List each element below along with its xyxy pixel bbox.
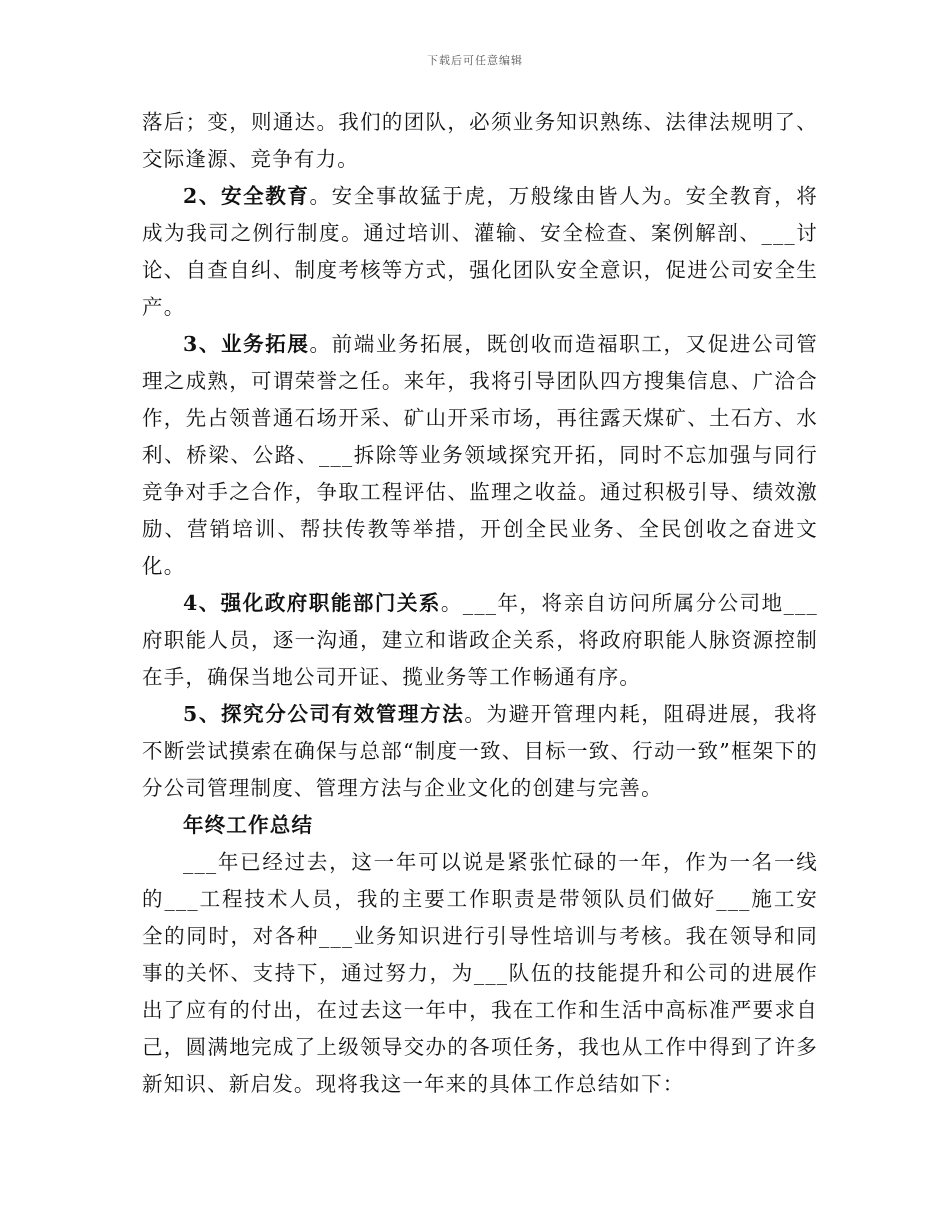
paragraph-branch-management bbox=[142, 696, 818, 807]
section-title: 年终工作总结 bbox=[183, 813, 314, 837]
paragraph-year-end-summary: ___年已经过去，这一年可以说是紧张忙碌的一年，作为一名一线的___工程技术人员，我的主要工作职责是带领队员们做好___施工安全的同时，对各种___业务知识进行引导性培训与考核。我在领导和同事的关怀、支持下，通过努力，为___队伍的技能提升和公司的进展作出了应有的付出，在过去这一年中，我在工作和生活中高标准严要求自己，圆满地完成了上级领导交办的各项任务，我也从工作中得到了许多新知识、新启发。现将我这一年来的具体工作总结如下： bbox=[142, 850, 818, 1096]
item-text-branch-management: 。为避开管理内耗，阻碍进展，我将不断尝试摸索在确保与总部“制度一致、目标一致、行动一致”框架下的分公司管理制度、管理方法与企业文化的创建与完善。 bbox=[142, 702, 818, 800]
item-heading-safety-education: 2、安全教育 bbox=[183, 184, 310, 208]
item-heading-branch-management: 5、探究分公司有效管理方法 bbox=[183, 702, 465, 726]
item-text-business-expansion: 。前端业务拓展，既创收而造福职工，又促进公司管理之成熟，可谓荣誉之任。来年，我将引导团队四方搜集信息、广洽合作，先占领普通石场开采、矿山开采市场，再往露天煤矿、土石方、水利、桥梁、公路、___拆除等业务领域探究开拓，同时不忘加强与同行竞争对手之合作，争取工程评估、监理之收益。通过积极引导、绩效激励、营销培训、帮扶传教等举措，开创全民业务、全民创收之奋进文化。 bbox=[142, 332, 818, 578]
paragraph-safety-education bbox=[142, 178, 818, 326]
paragraph-continuation: 落后；变，则通达。我们的团队，必须业务知识熟练、法律法规明了、交际逢源、竞争有力。 bbox=[142, 110, 818, 171]
item-text-safety-education: 。安全事故猛于虎，万般缘由皆人为。安全教育，将成为我司之例行制度。通过培训、灌输、安全检查、案例解剖、___讨论、自查自纠、制度考核等方式，强化团队安全意识，促进公司安全生产。 bbox=[142, 184, 818, 319]
paragraph-government-relations bbox=[142, 585, 818, 696]
item-text-government-relations: 。___年，将亲自访问所属分公司地___府职能人员，逐一沟通，建立和谐政企关系，将政府职能人脉资源控制在手，确保当地公司开证、揽业务等工作畅通有序。 bbox=[142, 591, 819, 689]
item-heading-government-relations: 4、强化政府职能部门关系 bbox=[183, 591, 441, 615]
item-heading-business-expansion: 3、业务拓展 bbox=[183, 332, 310, 356]
document-body bbox=[142, 104, 818, 1103]
page-header-note: 下载后可任意编辑 bbox=[427, 54, 523, 67]
paragraph-business-expansion bbox=[142, 326, 818, 585]
